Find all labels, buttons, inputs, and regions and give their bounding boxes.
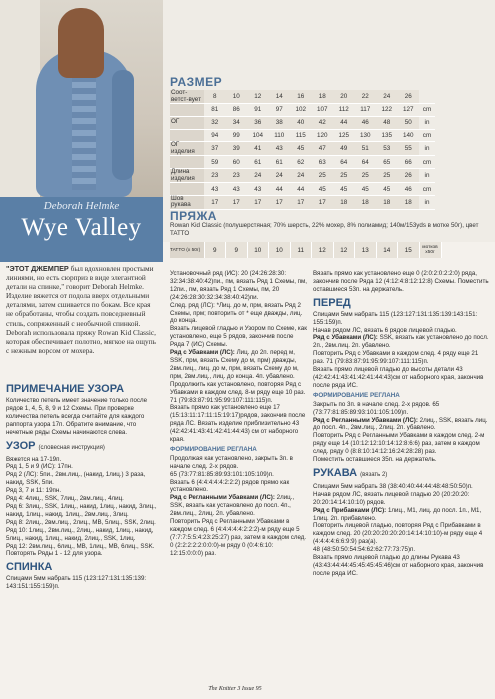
pattern-note: Количество петель имеет значение только после рядов 1, 4, 5, 8, 9 и 12 Схемы. При проверке количества петель всегда считайте для каждого раппорта узора 17п. Обратите внимание, что нечетные ряды Схемы начинаются слева.: [6, 397, 148, 436]
size-unit: in: [419, 116, 435, 129]
intro-text: "ЭТОТ ДЖЕМПЕР был вдохновлен простыми линиями, но есть сюрприз в виде элегантной детали на спинке," говорит Deborah Helmke. Изделие вяжется от подола вверх отдельными деталями, затем сшивается по бокам. Все края не обработаны, чтобы создать повседневный стиль, сопряженный с необычной спинкой. Deborah использовала пряжу Rowan Kid Classic, которая обеспечивает полотно, мягкое на ощупь с нежным ворсом от мохера.: [6, 264, 156, 355]
pattern-row-instruction: Ряд 1, 5 и 9 (ИС): 17пн.: [6, 463, 73, 471]
model-photo: [0, 0, 163, 197]
raglan-dec-row: Ряд с Регланными Убавками (ЛС): 2лиц., SSK, вязать как установлено до посл. 4п., 2вм.лиц., 2лиц. 2п. убавлено.: [170, 494, 295, 518]
raglan-text: Продолжая как установлено, закрыть 3п. в начале след. 2-х рядов.: [170, 454, 293, 470]
front-straight: Вязать прямо лицевой гладью до высоты детали 43 (42:42:41:43:41:42:41:44:43)см от наборного края, закончив после ряда ИС.: [313, 366, 484, 389]
continue-text: Вязать лицевой гладью и Узором по Схеме, как установлено, еще 5 рядов, закончив после Ряда 7 (ИС) Схемы.: [170, 325, 307, 349]
raglan-count: 65 (73:77:81:85:89:93:101:105:109)п.: [170, 470, 274, 478]
front-cast-on: Спицами 5мм набрать 115 (123:127:131:135:139:143:151: 155:159)п.: [313, 310, 478, 326]
sleeve-heading: РУКАВА (вязать 2): [313, 466, 388, 479]
size-cell: 45: [355, 183, 377, 196]
size-cell: 17: [226, 195, 248, 209]
front-repeat: Повторить Ряд с Убавками в каждом след. 4 ряду еще 21 раз. 71 (79:83:87:91:95:99:107:111:115)п.: [313, 350, 479, 366]
size-cell: 10: [226, 90, 248, 104]
size-cell: 86: [226, 104, 248, 117]
size-unit: cm: [419, 129, 435, 142]
size-cell: 102: [290, 104, 312, 117]
size-unit: [419, 90, 435, 104]
size-cell: 17: [269, 195, 291, 209]
size-cell: 99: [226, 129, 248, 142]
size-row: [170, 142, 435, 156]
size-row-label: Длина изделия: [170, 169, 204, 183]
size-unit: cm: [419, 156, 435, 169]
pattern-lines: [6, 456, 159, 559]
size-row: [170, 156, 435, 169]
stitch-count: 71 (79:83:87:91:95:99:107:111:115)п.: [170, 396, 273, 404]
yarn-quantity-table: [170, 242, 442, 258]
pattern-row-instruction: Ряд 4: 4лиц., SSK, 7лиц., 2вм.лиц., 4лиц.: [6, 495, 124, 503]
size-row-label: ОГ: [170, 116, 204, 129]
pattern-row-instruction: Ряд 6: 3лиц., SSK, 1лиц., накид, 1лиц., накид, 3лиц., накид, 1лиц., накид, 1лиц., 2вм.лиц., 3лиц.: [6, 502, 157, 518]
size-cell: 115: [290, 129, 312, 142]
size-row-label: [170, 129, 204, 142]
page-footer: The Knitter 3 Issue 95: [208, 686, 262, 692]
size-row: [170, 129, 435, 142]
front-finish: Поместить оставшиеся 35п. на держатель.: [313, 456, 437, 464]
size-cell: 41: [247, 142, 269, 156]
pattern-row-instruction: Ряд 10: 1лиц., 2вм.лиц., 2лиц., накид, 1лиц., накид, 5лиц., накид, 1лиц., накид, 2лиц., SSK, 1лиц.: [6, 526, 154, 542]
size-row-label: Шов рукава: [170, 195, 204, 209]
size-cell: 24: [247, 169, 269, 183]
size-cell: 48: [376, 116, 398, 129]
size-cell: 43: [247, 183, 269, 196]
size-cell: 60: [226, 156, 248, 169]
size-cell: 59: [204, 156, 226, 169]
pattern-row-instruction: Ряд 3, 7 и 11: 19пн.: [6, 487, 62, 495]
size-cell: 16: [290, 90, 312, 104]
back-finish: Вязать прямо как установлено еще 0 (2:0:2:0:2:2:0) ряда, закончив после Ряда 12 (4:12:4:8:12:12:8) Схемы. Поместить оставшиеся 53п. на держатель.: [313, 270, 489, 293]
front-raglan-repeat: Повторить Ряд с Регланными Убавками в каждом след. 2-м ряду еще 14 (10:12:12:10:14:12:8:6:6) раз, затем в каждом след. ряду 0 (8:8:10:14:12:16:24:28:28) раз.: [313, 432, 485, 456]
raglan-repeat: Повторить Ряд с Регланными Убавками в каждом след. 6 (4:4:4:4:4:2:2:2)-м ряду еще 5 (7:7:7:5:5:4:23:25:27) раз, затем в каждом след. 0 (2:2:2:2:2:0:0:0)-м ряду 0 (0:4:6:10: 12:15:0:0:0) раз.: [170, 518, 307, 557]
yarn-quantity-cell: 14: [376, 242, 398, 258]
sleeve-count: 48 (48:50:50:54:54:62:62:77:73:75)п.: [313, 546, 416, 554]
size-cell: 64: [333, 156, 355, 169]
size-row: [170, 116, 435, 129]
dec-row: Ряд с Убавками (ЛС): Лиц. до 2п. перед м, SSK, прм, вязать Схему до м, прм) дважды, 2вм.лиц., лиц. до м, прм, вязать Схему до м, прм, 2вм.лиц., лиц. до конца. 4п. убавлено.: [170, 349, 299, 380]
size-cell: 94: [204, 129, 226, 142]
size-cell: 51: [355, 142, 377, 156]
size-cell: 18: [333, 195, 355, 209]
size-cell: 66: [398, 156, 420, 169]
size-cell: 122: [376, 104, 398, 117]
size-cell: 127: [398, 104, 420, 117]
size-cell: 107: [312, 104, 334, 117]
pattern-row-instruction: Вяжется на 17-19п.: [6, 455, 62, 463]
size-cell: 91: [247, 104, 269, 117]
size-cell: 37: [204, 142, 226, 156]
size-cell: 64: [355, 156, 377, 169]
pattern-title: Wye Valley: [21, 214, 142, 241]
column-1: [6, 380, 159, 591]
size-cell: 46: [398, 183, 420, 196]
pattern-row-instruction: Ряд 8: 2лиц., 2вм.лиц., 2лиц., MB, 5лиц., SSK, 2лиц.: [6, 518, 156, 526]
size-cell: 25: [376, 169, 398, 183]
yarn-heading: ПРЯЖА: [170, 209, 217, 223]
pattern-row-instruction: Ряд 2 (ЛС): 5пи., 2вм.лиц., (накид, 1лиц.) 3 раза, накид, SSK, 5пи.: [6, 471, 146, 487]
yarn-quantity-cell: 12: [333, 242, 355, 258]
size-cell: 135: [376, 129, 398, 142]
setup-row: Установочный ряд (ИС): 20 (24:26:28:30: 32:34:38:40:42)пи., пм, вязать Ряд 1 Схемы, пм, 12пи., пм, вязать Ряд 1 Схемы, пм, 20 (24:26:28:30:32:34:38:40:42)пи.: [170, 270, 308, 301]
pattern-note-heading: ПРИМЕЧАНИЕ УЗОРА: [6, 383, 125, 395]
size-unit: cm: [419, 104, 435, 117]
size-unit: in: [419, 195, 435, 209]
size-cell: 39: [226, 142, 248, 156]
yarn-quantity-cell: 9: [204, 242, 226, 258]
size-cell: 32: [204, 116, 226, 129]
size-row: [170, 90, 435, 104]
size-table: [170, 90, 435, 210]
sleeve-start: Начав рядом ЛС, вязать лицевой гладью 20 (20:20:20: 20:20:14:14:10:10) рядов.: [313, 490, 470, 506]
raglan-heading: ФОРМИРОВАНИЕ РЕГЛАНА: [170, 445, 257, 453]
size-cell: 22: [355, 90, 377, 104]
size-cell: 17: [290, 195, 312, 209]
size-row: [170, 104, 435, 117]
size-cell: 45: [290, 142, 312, 156]
repeat-text: Продолжить как установлено, повторяя Ряд с Убавками в каждом след. 8-м ряду еще 10 раз.: [170, 380, 306, 396]
back-heading: СПИНКА: [6, 561, 53, 574]
size-row-label: [170, 183, 204, 196]
size-cell: 81: [204, 104, 226, 117]
size-cell: 97: [269, 104, 291, 117]
size-cell: 18: [398, 195, 420, 209]
column-3: [313, 270, 490, 578]
size-cell: 12: [247, 90, 269, 104]
size-row-label: [170, 104, 204, 117]
front-raglan-dec: Ряд с Регланными Убавками (ЛС): 2лиц., SSK, вязать лиц. до посл. 4п., 2вм.лиц., 2лиц. 2п. убавлено.: [313, 416, 488, 432]
sleeve-straight: Вязать прямо лицевой гладью до длины Рукава 43 (43:43:44:44:45:45:45:45:46)см от наборного края, закончив после ряда ИС.: [313, 554, 484, 577]
size-cell: 43: [269, 142, 291, 156]
front-start: Начав рядом ЛС, вязать 6 рядов лицевой гладью.: [313, 326, 457, 334]
size-cell: 18: [376, 195, 398, 209]
size-cell: 104: [247, 129, 269, 142]
size-cell: 14: [269, 90, 291, 104]
size-cell: 26: [398, 169, 420, 183]
yarn-quantity-cell: 12: [312, 242, 334, 258]
size-cell: 45: [312, 183, 334, 196]
size-cell: 43: [226, 183, 248, 196]
size-cell: 120: [312, 129, 334, 142]
size-cell: 130: [355, 129, 377, 142]
front-heading: ПЕРЕД: [313, 296, 351, 309]
raglan-straight: Вязать 6 (4:4:4:4:4:2:2:2) рядов прямо как установлено.: [170, 478, 290, 494]
size-cell: 25: [333, 169, 355, 183]
size-cell: 55: [398, 142, 420, 156]
yarn-colour-label: TATTO (х 50г): [170, 242, 204, 258]
size-cell: 40: [290, 116, 312, 129]
size-cell: 61: [269, 156, 291, 169]
size-row: [170, 195, 435, 209]
size-cell: 25: [312, 169, 334, 183]
size-cell: 45: [333, 183, 355, 196]
size-cell: 117: [355, 104, 377, 117]
size-cell: 24: [269, 169, 291, 183]
back-cast-on: Спицами 5мм набрать 115 (123:127:131:135:139: 143:151:155:159)п.: [6, 575, 147, 591]
size-cell: 46: [355, 116, 377, 129]
size-cell: 17: [204, 195, 226, 209]
sleeve-inc-row: Ряд с Прибавками (ЛС): 1лиц., М1, лиц. до посл. 1п., М1, 1лиц. 2п. прибавлено.: [313, 506, 482, 522]
front-dec-row: Ряд с Убавками (ЛС): SSK, вязать как установлено до посл. 2п., 2вм.лиц. 2п. убавлено.: [313, 334, 489, 350]
yarn-quantity-cell: 10: [269, 242, 291, 258]
size-cell: 18: [355, 195, 377, 209]
size-cell: 62: [290, 156, 312, 169]
size-cell: 18: [312, 90, 334, 104]
size-cell: 24: [290, 169, 312, 183]
pattern-row-instruction: Ряд 12: 2вм.лиц., 6лиц., MB, 1лиц., MB, 6лиц., SSK.: [6, 542, 155, 550]
size-row: [170, 183, 435, 196]
yarn-description: Rowan Kid Classic (полушерстяная; 70% шерсть, 22% мохер, 8% полиамид; 140м/153yds в мотке 50г), цвет TATTO: [170, 222, 479, 237]
size-cell: 38: [269, 116, 291, 129]
size-row-label: ОГ изделия: [170, 142, 204, 156]
size-cell: 140: [398, 129, 420, 142]
size-cell: 36: [247, 116, 269, 129]
size-cell: 20: [333, 90, 355, 104]
size-unit: cm: [419, 183, 435, 196]
sleeve-repeat: Повторить лицевой гладью, повторяя Ряд с Прибавками в каждом след. 20 (20:20:20:20:20:14:14:10:10)-м ряду еще 4 (4:4:4:4:6:6:9:9) раз(а).: [313, 522, 483, 546]
size-cell: 42: [312, 116, 334, 129]
front-raglan-heading: ФОРМИРОВАНИЕ РЕГЛАНА: [313, 391, 400, 399]
designer-name: Deborah Helmke: [43, 200, 120, 212]
size-cell: 24: [376, 90, 398, 104]
size-unit: in: [419, 142, 435, 156]
yarn-quantity-cell: 11: [290, 242, 312, 258]
size-cell: 34: [226, 116, 248, 129]
work-straight: Вязать прямо как установлено еще 17 (15:13:11:17:11:15:19:17)рядов, закончив после ряда ЛС. Вязать изделие приблизительно 43 (42:42:41:43:41:42:41:44:43) см от наборного края.: [170, 404, 306, 444]
size-cell: 17: [312, 195, 334, 209]
yarn-quantity-cell: 15: [398, 242, 420, 258]
next-row: След. ряд (ЛС): *Лиц. до м, прм, вязать Ряд 2 Схемы, прм; повторить от * еще дважды, лиц. до конца.: [170, 301, 303, 325]
sleeve-cast-on: Спицами 5мм набрать 38 (38:40:40:44:44:48:48:50:50)п.: [313, 482, 473, 490]
size-cell: 23: [226, 169, 248, 183]
size-cell: 25: [355, 169, 377, 183]
column-2: [170, 270, 307, 558]
size-cell: 45: [376, 183, 398, 196]
front-raglan-text: Закрыть по 3п. в начале след. 2-х рядов. 65 (73:77:81:85:89:93:101:105:109)п.: [313, 400, 440, 416]
size-cell: 44: [290, 183, 312, 196]
size-heading: РАЗМЕР: [170, 75, 223, 89]
size-row-label: Соот-ветст-вует: [170, 90, 204, 104]
yarn-quantity-cell: 9: [226, 242, 248, 258]
size-row-label: [170, 156, 204, 169]
size-cell: 50: [398, 116, 420, 129]
yarn-quantity-cell: 13: [355, 242, 377, 258]
size-cell: 43: [204, 183, 226, 196]
size-cell: 65: [376, 156, 398, 169]
pattern-heading: УЗОР (словесная инструкция): [6, 439, 105, 452]
size-cell: 63: [312, 156, 334, 169]
size-cell: 8: [204, 90, 226, 104]
size-row: [170, 169, 435, 183]
size-cell: 47: [312, 142, 334, 156]
size-unit: in: [419, 169, 435, 183]
yarn-quantity-cell: 10: [247, 242, 269, 258]
size-cell: 26: [398, 90, 420, 104]
size-cell: 112: [333, 104, 355, 117]
size-cell: 110: [269, 129, 291, 142]
size-cell: 53: [376, 142, 398, 156]
size-cell: 125: [333, 129, 355, 142]
size-cell: 44: [333, 116, 355, 129]
size-cell: 61: [247, 156, 269, 169]
size-cell: 44: [269, 183, 291, 196]
size-cell: 17: [247, 195, 269, 209]
size-cell: 23: [204, 169, 226, 183]
yarn-unit: мотков х50г: [419, 242, 441, 258]
size-cell: 49: [333, 142, 355, 156]
pattern-row-instruction: Повторять Ряды 1 - 12 для узора.: [6, 550, 103, 558]
